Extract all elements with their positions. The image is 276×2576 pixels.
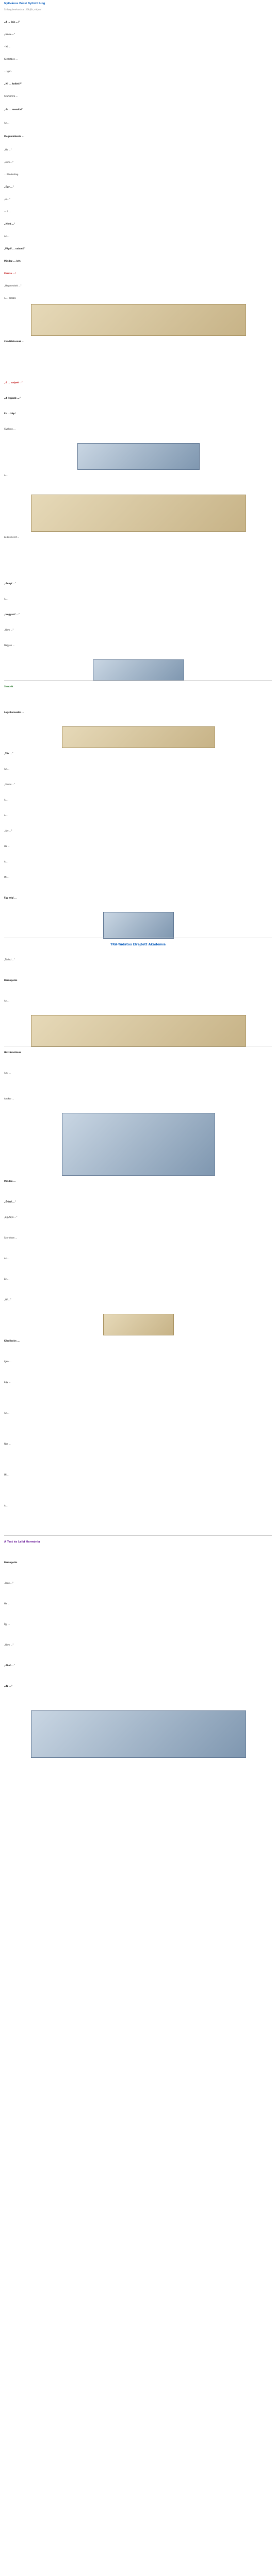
text-line: Számomra ... (4, 95, 18, 97)
text-line: Barangolás (4, 979, 18, 981)
text-line: - Mi ... (4, 45, 11, 48)
text-line: Minden ... (4, 1180, 16, 1182)
text-line: ... Elméletileg. (4, 173, 19, 176)
text-line: „A ... kép ...!" (4, 21, 20, 23)
text-line: „Ha a ..." (4, 33, 15, 36)
text-line: A ... (4, 814, 8, 817)
text-line: Mi ... (4, 1473, 9, 1476)
text-line: A ... (4, 860, 8, 863)
text-line: Szerzők (4, 685, 13, 688)
text-line: Ez ... kép! (4, 412, 16, 415)
text-line: Hozzászólások (4, 1051, 21, 1054)
text-line: ... Igen. (4, 70, 12, 73)
text-line: „Megmentett ..." (4, 284, 22, 287)
text-line: „Nem ..." (4, 629, 14, 631)
illustration-image (31, 495, 246, 532)
text-line: A ... család. (4, 297, 17, 299)
text-line: „Egy ..." (4, 185, 14, 188)
text-line: A Test és Lelki Harmónia (4, 1540, 40, 1544)
text-line: Mi ... (4, 876, 9, 878)
text-line: „Mi ..." (4, 1298, 11, 1301)
text-line: A ... (4, 1504, 8, 1507)
text-line: „Annyi ..." (4, 582, 17, 585)
illustration-image (77, 443, 200, 470)
text-line: „A ..." (4, 198, 10, 200)
text-line: Az ... (4, 999, 9, 1002)
text-line: Megemlékezés ... (4, 135, 25, 138)
text-line: „Hogyan? ..." (4, 613, 20, 616)
text-line: Nos ... (4, 1443, 11, 1445)
text-line: Persze ...! (4, 272, 16, 275)
illustration-image (62, 1113, 215, 1176)
text-line: Az ... (4, 122, 9, 124)
text-line: „Mi ... kellett?" (4, 82, 22, 85)
text-line: TRA-Tudatos Elrejtett Akadémia (110, 943, 166, 946)
illustration-image (31, 1015, 246, 1047)
text-line: Csodálatosnak ... (4, 340, 24, 343)
text-line: Az ... (4, 768, 9, 770)
text-line: Kezdetben ... (4, 58, 18, 60)
illustration-image (62, 726, 215, 748)
text-line: „Sokan ..." (4, 783, 15, 786)
illustration-image (31, 304, 246, 336)
text-line: „Végül ... valami?" (4, 247, 26, 250)
text-line: A ... (4, 799, 8, 801)
text-line: Ez ... (4, 1278, 9, 1280)
text-line: „Egyfajta ..." (4, 1216, 18, 1218)
text-line: „Azt ..." (4, 829, 12, 832)
section-divider (4, 1535, 272, 1536)
text-line: A ... (4, 598, 8, 600)
text-line: Igen ... (4, 1360, 11, 1363)
text-line: Mindez ... lett. (4, 260, 21, 262)
text-line: A ... (4, 474, 8, 477)
text-line: „Igen ..." (4, 1582, 13, 1584)
text-line: „Tudod ..." (4, 958, 15, 961)
illustration-image (103, 1314, 174, 1335)
text-line: „Ahol ..." (4, 1664, 15, 1667)
text-line: Az ... (4, 235, 9, 238)
text-line: Ha ... (4, 845, 10, 848)
text-line: Így ... (4, 1623, 10, 1625)
text-line: Ami ... (4, 1072, 11, 1074)
text-line: „Ha ..." (4, 148, 12, 151)
text-line: Barangolás (4, 1561, 18, 1564)
text-line: Legsikeresebb ... (4, 711, 24, 714)
text-line: Nagyon ... (4, 644, 15, 647)
text-line: „Nem ..." (4, 1643, 14, 1646)
text-line: Egy ... (4, 1381, 11, 1383)
text-line: Ha ... (4, 1602, 10, 1605)
text-line: — 8 ... (4, 210, 11, 213)
illustration-image (103, 912, 174, 939)
text-line: Lelkiismeret ... (4, 536, 20, 538)
text-line: „Érted ..." (4, 1200, 16, 1203)
text-line: Kérdéseim ... (4, 1340, 20, 1342)
text-line: „Tűz ..." (4, 752, 13, 755)
text-line: Szerintem ... (4, 1236, 18, 1239)
text-line: Egy régi ... (4, 896, 17, 899)
text-line: Gyakran ... (4, 428, 15, 430)
text-line: „A legjobb ..." (4, 397, 21, 399)
text-line: Szöveg beolvasása... Kérjük, várjon! (4, 8, 42, 11)
text-line: „A ... szépek ♡" (4, 381, 23, 384)
page-title: Nyilvános Pécsi Nyitott blog (4, 2, 45, 5)
text-line: „Mert ..." (4, 223, 15, 225)
text-line: „Az ... mondta?" (4, 108, 23, 111)
section-divider (4, 680, 272, 681)
text-line: Az ... (4, 1257, 9, 1260)
text-line: Az ... (4, 1412, 9, 1414)
illustration-image (93, 659, 184, 681)
illustration-image (31, 1710, 246, 1758)
text-line: Amikor ... (4, 1097, 14, 1100)
text-line: „Az ..." (4, 1685, 13, 1687)
text-line: „A mi ..." (4, 161, 14, 163)
